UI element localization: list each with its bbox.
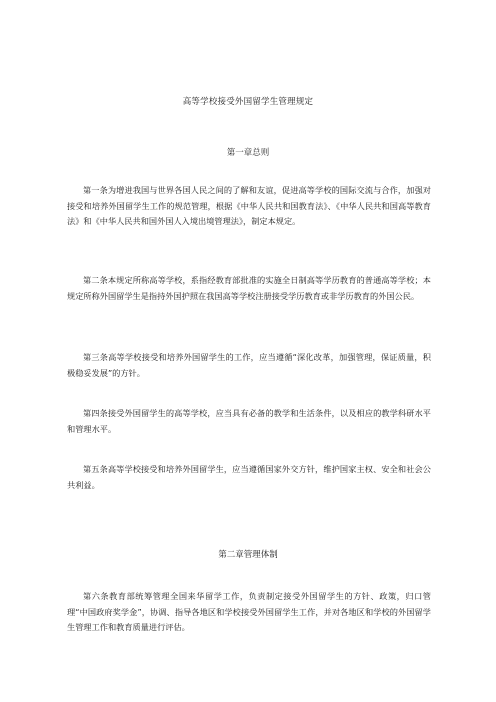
article-4: 第四条接受外国留学生的高等学校，应当具有必备的教学和生活条件，以及相应的教学科研水平和管理水平。 (67, 408, 431, 434)
article-3: 第三条高等学校接受和培养外国留学生的工作，应当遵循“深化改革，加强管理，保证质量，积极稳妥发展”的方针。 (67, 352, 431, 378)
article-6: 第六条教育部统筹管理全国来华留学工作，负责制定接受外国留学生的方针、政策，归口管理“中国政府奖学金”，协调、指导各地区和学校接受外国留学生工作，并对各地区和学校的外国留学生管理工作和教育质量进行评估。 (67, 591, 431, 632)
chapter-heading-2: 第二章管理体制 (218, 550, 278, 560)
chapter-heading-1: 第一章总则 (226, 148, 270, 158)
article-1: 第一条为增进我国与世界各国人民之间的了解和友谊，促进高等学校的国际交流与合作，加强对接受和培养外国留学生工作的规范管理，根据《中华人民共和国教育法》、《中华人民共和国高等教育法》和《中华人民共和国外国人入境出境管理法》，制定本规定。 (67, 185, 431, 226)
article-2: 第二条本规定所称高等学校，系指经教育部批准的实施全日制高等学历教育的普通高等学校；本规定所称外国留学生是指持外国护照在我国高等学校注册接受学历教育或非学历教育的外国公民。 (67, 275, 431, 301)
article-5: 第五条高等学校接受和培养外国留学生，应当遵循国家外交方针，维护国家主权、安全和社会公共利益。 (67, 464, 431, 490)
document-title: 高等学校接受外国留学生管理规定 (182, 97, 314, 107)
